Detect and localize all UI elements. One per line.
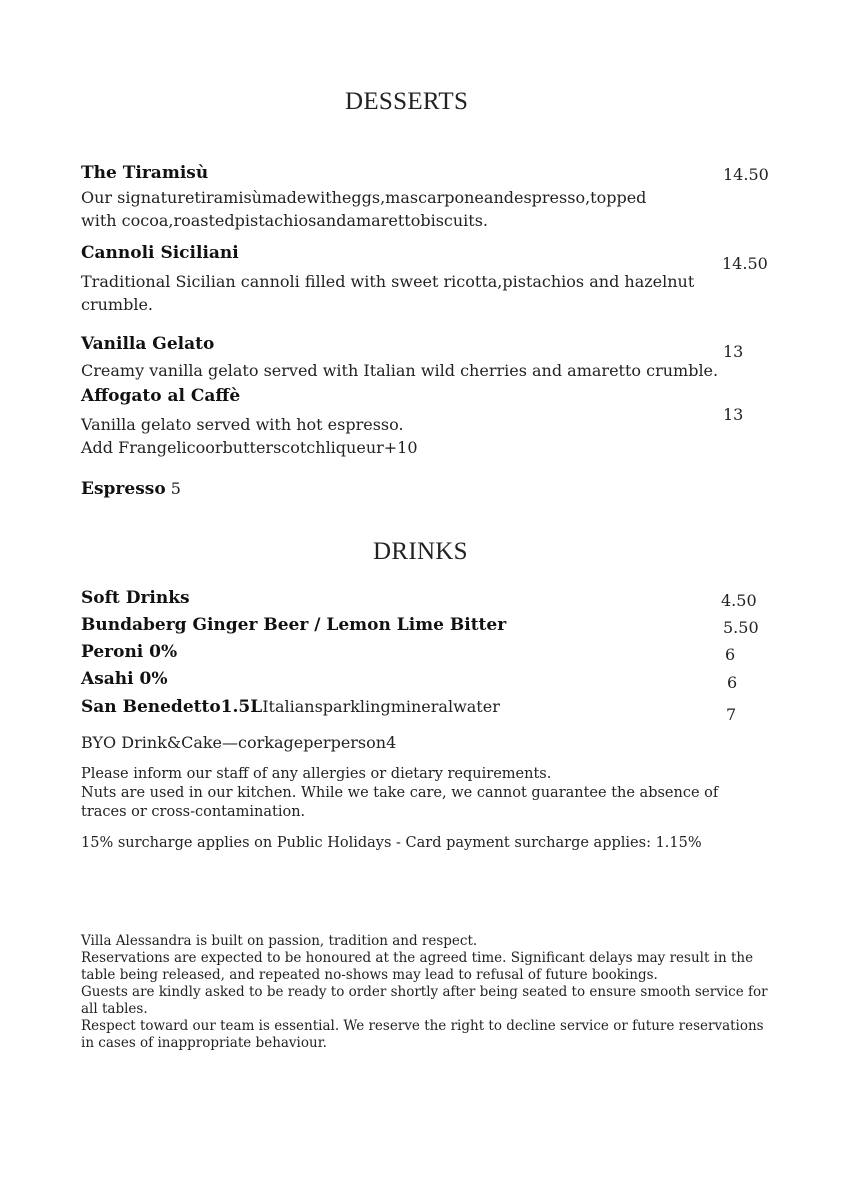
san-benedetto-price: 7 xyxy=(726,705,737,724)
cannoli-desc-line2: crumble. xyxy=(81,295,153,314)
byo-note: BYO Drink&Cake—corkageperperson4 xyxy=(81,733,397,752)
allergy-note-line3: traces or cross-contamination. xyxy=(81,804,306,820)
desserts-heading: DESSERTS xyxy=(345,88,469,115)
asahi-name: Asahi 0% xyxy=(81,669,168,689)
allergy-note-line1: Please inform our staff of any allergies or dietary requirements. xyxy=(81,766,552,782)
affogato-desc-line1: Vanilla gelato served with hot espresso. xyxy=(81,415,404,434)
policy-line2: Reservations are expected to be honoured at the agreed time. Significant delays may result in the xyxy=(81,950,754,966)
allergy-note-line2: Nuts are used in our kitchen. While we take care, we cannot guarantee the absence of xyxy=(81,785,719,801)
surcharge-note: 15% surcharge applies on Public Holidays - Card payment surcharge applies: 1.15% xyxy=(81,835,702,851)
peroni-name: Peroni 0% xyxy=(81,642,178,662)
drinks-heading: DRINKS xyxy=(373,538,468,565)
affogato-price: 13 xyxy=(723,405,744,424)
policy-line6: Respect toward our team is essential. We reserve the right to decline service or future reservations xyxy=(81,1018,764,1034)
policy-line7: in cases of inappropriate behaviour. xyxy=(81,1035,327,1051)
asahi-price: 6 xyxy=(727,673,738,692)
affogato-desc-line2: Add Frangelicoorbutterscotchliqueur+10 xyxy=(81,438,418,457)
tiramisu-desc-line1: Our signaturetiramisùmadewitheggs,mascarponeandespresso,topped xyxy=(81,188,647,207)
san-benedetto-row xyxy=(81,695,500,718)
policy-line1: Villa Alessandra is built on passion, tradition and respect. xyxy=(81,933,478,949)
tiramisu-desc-line2: with cocoa,roastedpistachiosandamarettobiscuits. xyxy=(81,211,489,230)
espresso-row xyxy=(81,479,181,499)
cannoli-desc-line1: Traditional Sicilian cannoli filled with sweet ricotta,pistachios and hazelnut xyxy=(81,272,695,291)
san-benedetto-name: San Benedetto1.5L xyxy=(81,697,263,717)
policy-line4: Guests are kindly asked to be ready to order shortly after being seated to ensure smooth service for xyxy=(81,984,768,1000)
gelato-desc: Creamy vanilla gelato served with Italian wild cherries and amaretto crumble. xyxy=(81,361,719,380)
tiramisu-price: 14.50 xyxy=(723,165,769,184)
gelato-name: Vanilla Gelato xyxy=(81,334,215,354)
affogato-name: Affogato al Caffè xyxy=(81,386,241,406)
gelato-price: 13 xyxy=(723,342,744,361)
espresso-name: Espresso xyxy=(81,479,166,499)
policy-line3: table being released, and repeated no-shows may lead to refusal of future bookings. xyxy=(81,967,658,983)
soft-drinks-name: Soft Drinks xyxy=(81,588,190,608)
san-benedetto-desc: Italiansparklingmineralwater xyxy=(262,697,500,716)
cannoli-name: Cannoli Siciliani xyxy=(81,243,239,263)
policy-line5: all tables. xyxy=(81,1001,148,1017)
espresso-price: 5 xyxy=(170,479,181,498)
tiramisu-name: The Tiramisù xyxy=(81,163,209,183)
cannoli-price: 14.50 xyxy=(722,254,768,273)
soft-drinks-price: 4.50 xyxy=(721,591,757,610)
bundaberg-price: 5.50 xyxy=(723,618,759,637)
peroni-price: 6 xyxy=(725,645,736,664)
bundaberg-name: Bundaberg Ginger Beer / Lemon Lime Bitter xyxy=(81,615,507,635)
